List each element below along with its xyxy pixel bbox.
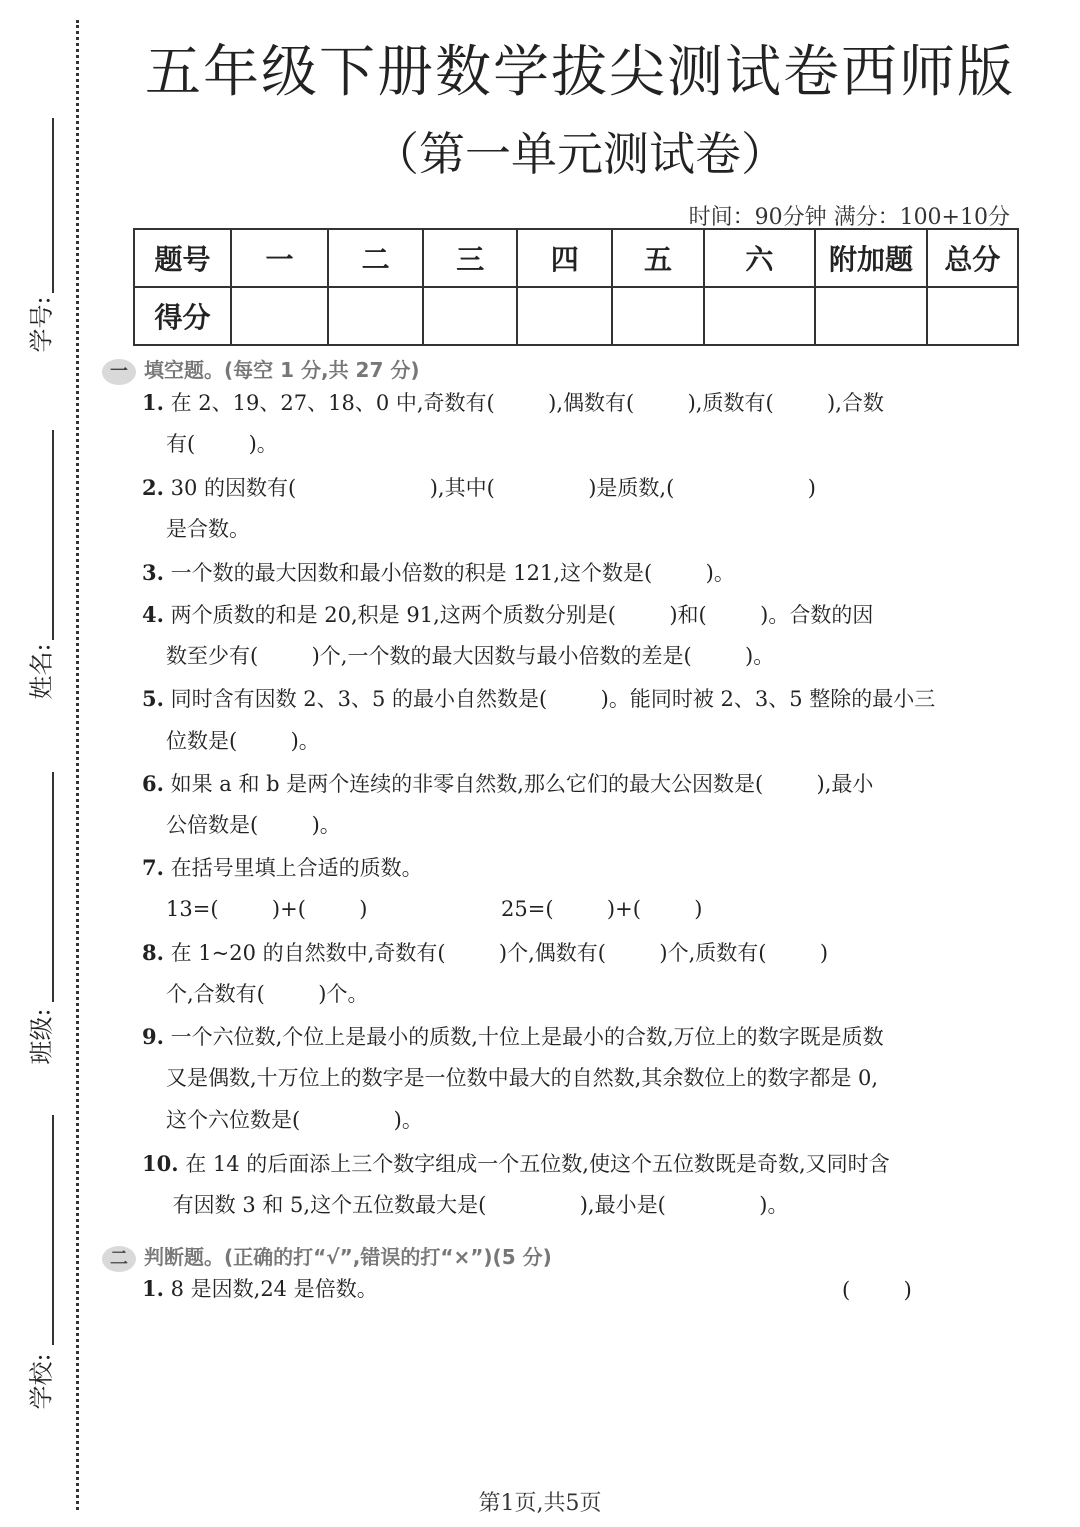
score-input-cell[interactable] <box>517 287 612 345</box>
score-cell: 五 <box>612 229 703 287</box>
binding-dashed-line <box>76 20 79 1510</box>
score-cell: 题号 <box>134 229 231 287</box>
question-line: 6. 如果 a 和 b 是两个连续的非零自然数,那么它们的最大公因数是( ),最小 <box>142 771 874 796</box>
score-cell: 六 <box>704 229 816 287</box>
section-title: 填空题。(每空 1 分,共 27 分) <box>144 358 420 382</box>
question-line: 有因数 3 和 5,这个五位数最大是( ),最小是( )。 <box>166 1193 789 1217</box>
time-info: 时间：90分钟 满分：100+10分 <box>688 205 1010 230</box>
question-line: 2. 30 的因数有( ),其中( )是质数,( ) <box>142 475 816 500</box>
question-line: 5. 同时含有因数 2、3、5 的最小自然数是( )。能同时被 2、3、5 整除的最小三 <box>142 686 936 711</box>
score-cell: 三 <box>423 229 517 287</box>
score-cell: 得分 <box>134 287 231 345</box>
score-input-cell[interactable] <box>423 287 517 345</box>
class-label: 班级: <box>27 1008 56 1065</box>
section-title: 判断题。(正确的打“√”,错误的打“×”)(5 分) <box>144 1245 552 1269</box>
question-line: 10. 在 14 的后面添上三个数字组成一个五位数,使这个五位数既是奇数,又同时含 <box>142 1151 890 1176</box>
score-cell: 一 <box>231 229 328 287</box>
question-line: 又是偶数,十万位上的数字是一位数中最大的自然数,其余数位上的数字都是 0, <box>166 1066 879 1090</box>
question-line: 1. 8 是因数,24 是倍数。 <box>142 1276 378 1301</box>
question-line: 1. 在 2、19、27、18、0 中,奇数有( ),偶数有( ),质数有( ),合数 <box>142 390 884 415</box>
question-line: 13=( )+( ) 25=( )+( ) <box>166 897 703 921</box>
score-input-cell[interactable] <box>328 287 423 345</box>
section-heading <box>102 354 419 385</box>
score-input-cell[interactable] <box>612 287 703 345</box>
score-cell: 总分 <box>927 229 1018 287</box>
page-title: 五年级下册数学拔尖测试卷西师版 <box>145 40 1015 105</box>
question-line: 这个六位数是( )。 <box>166 1108 423 1132</box>
score-cell: 四 <box>517 229 612 287</box>
score-table-header-row <box>134 229 1018 287</box>
question-line: 个,合数有( )个。 <box>166 982 369 1006</box>
question-line: 9. 一个六位数,个位上是最小的质数,十位上是最小的合数,万位上的数字既是质数 <box>142 1024 884 1049</box>
question-line: 8. 在 1~20 的自然数中,奇数有( )个,偶数有( )个,质数有( ) <box>142 940 829 965</box>
section-number-badge: 一 <box>102 359 136 385</box>
question-line: 公倍数是( )。 <box>166 813 341 837</box>
score-cell: 附加题 <box>815 229 927 287</box>
school-label: 学校: <box>27 1353 56 1410</box>
question-line: 数至少有( )个,一个数的最大因数与最小倍数的差是( )。 <box>166 644 775 668</box>
school-line <box>52 1115 54 1345</box>
section-number-badge: 二 <box>102 1246 136 1272</box>
page-subtitle: （第一单元测试卷） <box>373 127 787 181</box>
question-line: 位数是( )。 <box>166 729 320 753</box>
question-line: 7. 在括号里填上合适的质数。 <box>142 855 423 880</box>
score-input-cell[interactable] <box>704 287 816 345</box>
score-table-score-row <box>134 287 1018 345</box>
name-line <box>52 430 54 640</box>
score-cell: 二 <box>328 229 423 287</box>
class-line <box>52 772 54 1002</box>
score-table <box>133 228 1019 346</box>
student-id-label: 学号: <box>27 296 56 353</box>
question-line: 3. 一个数的最大因数和最小倍数的积是 121,这个数是( )。 <box>142 560 735 585</box>
section-heading <box>102 1241 552 1272</box>
true-false-answer-blank[interactable]: ( ) <box>842 1278 912 1302</box>
score-input-cell[interactable] <box>231 287 328 345</box>
page-number: 第1页,共5页 <box>478 1491 602 1516</box>
name-label: 姓名: <box>27 643 56 700</box>
score-input-cell[interactable] <box>815 287 927 345</box>
question-line: 有( )。 <box>166 432 278 456</box>
student-id-line <box>52 118 54 293</box>
score-input-cell[interactable] <box>927 287 1018 345</box>
question-line: 4. 两个质数的和是 20,积是 91,这两个质数分别是( )和( )。合数的因 <box>142 602 874 627</box>
question-line: 是合数。 <box>166 517 250 541</box>
